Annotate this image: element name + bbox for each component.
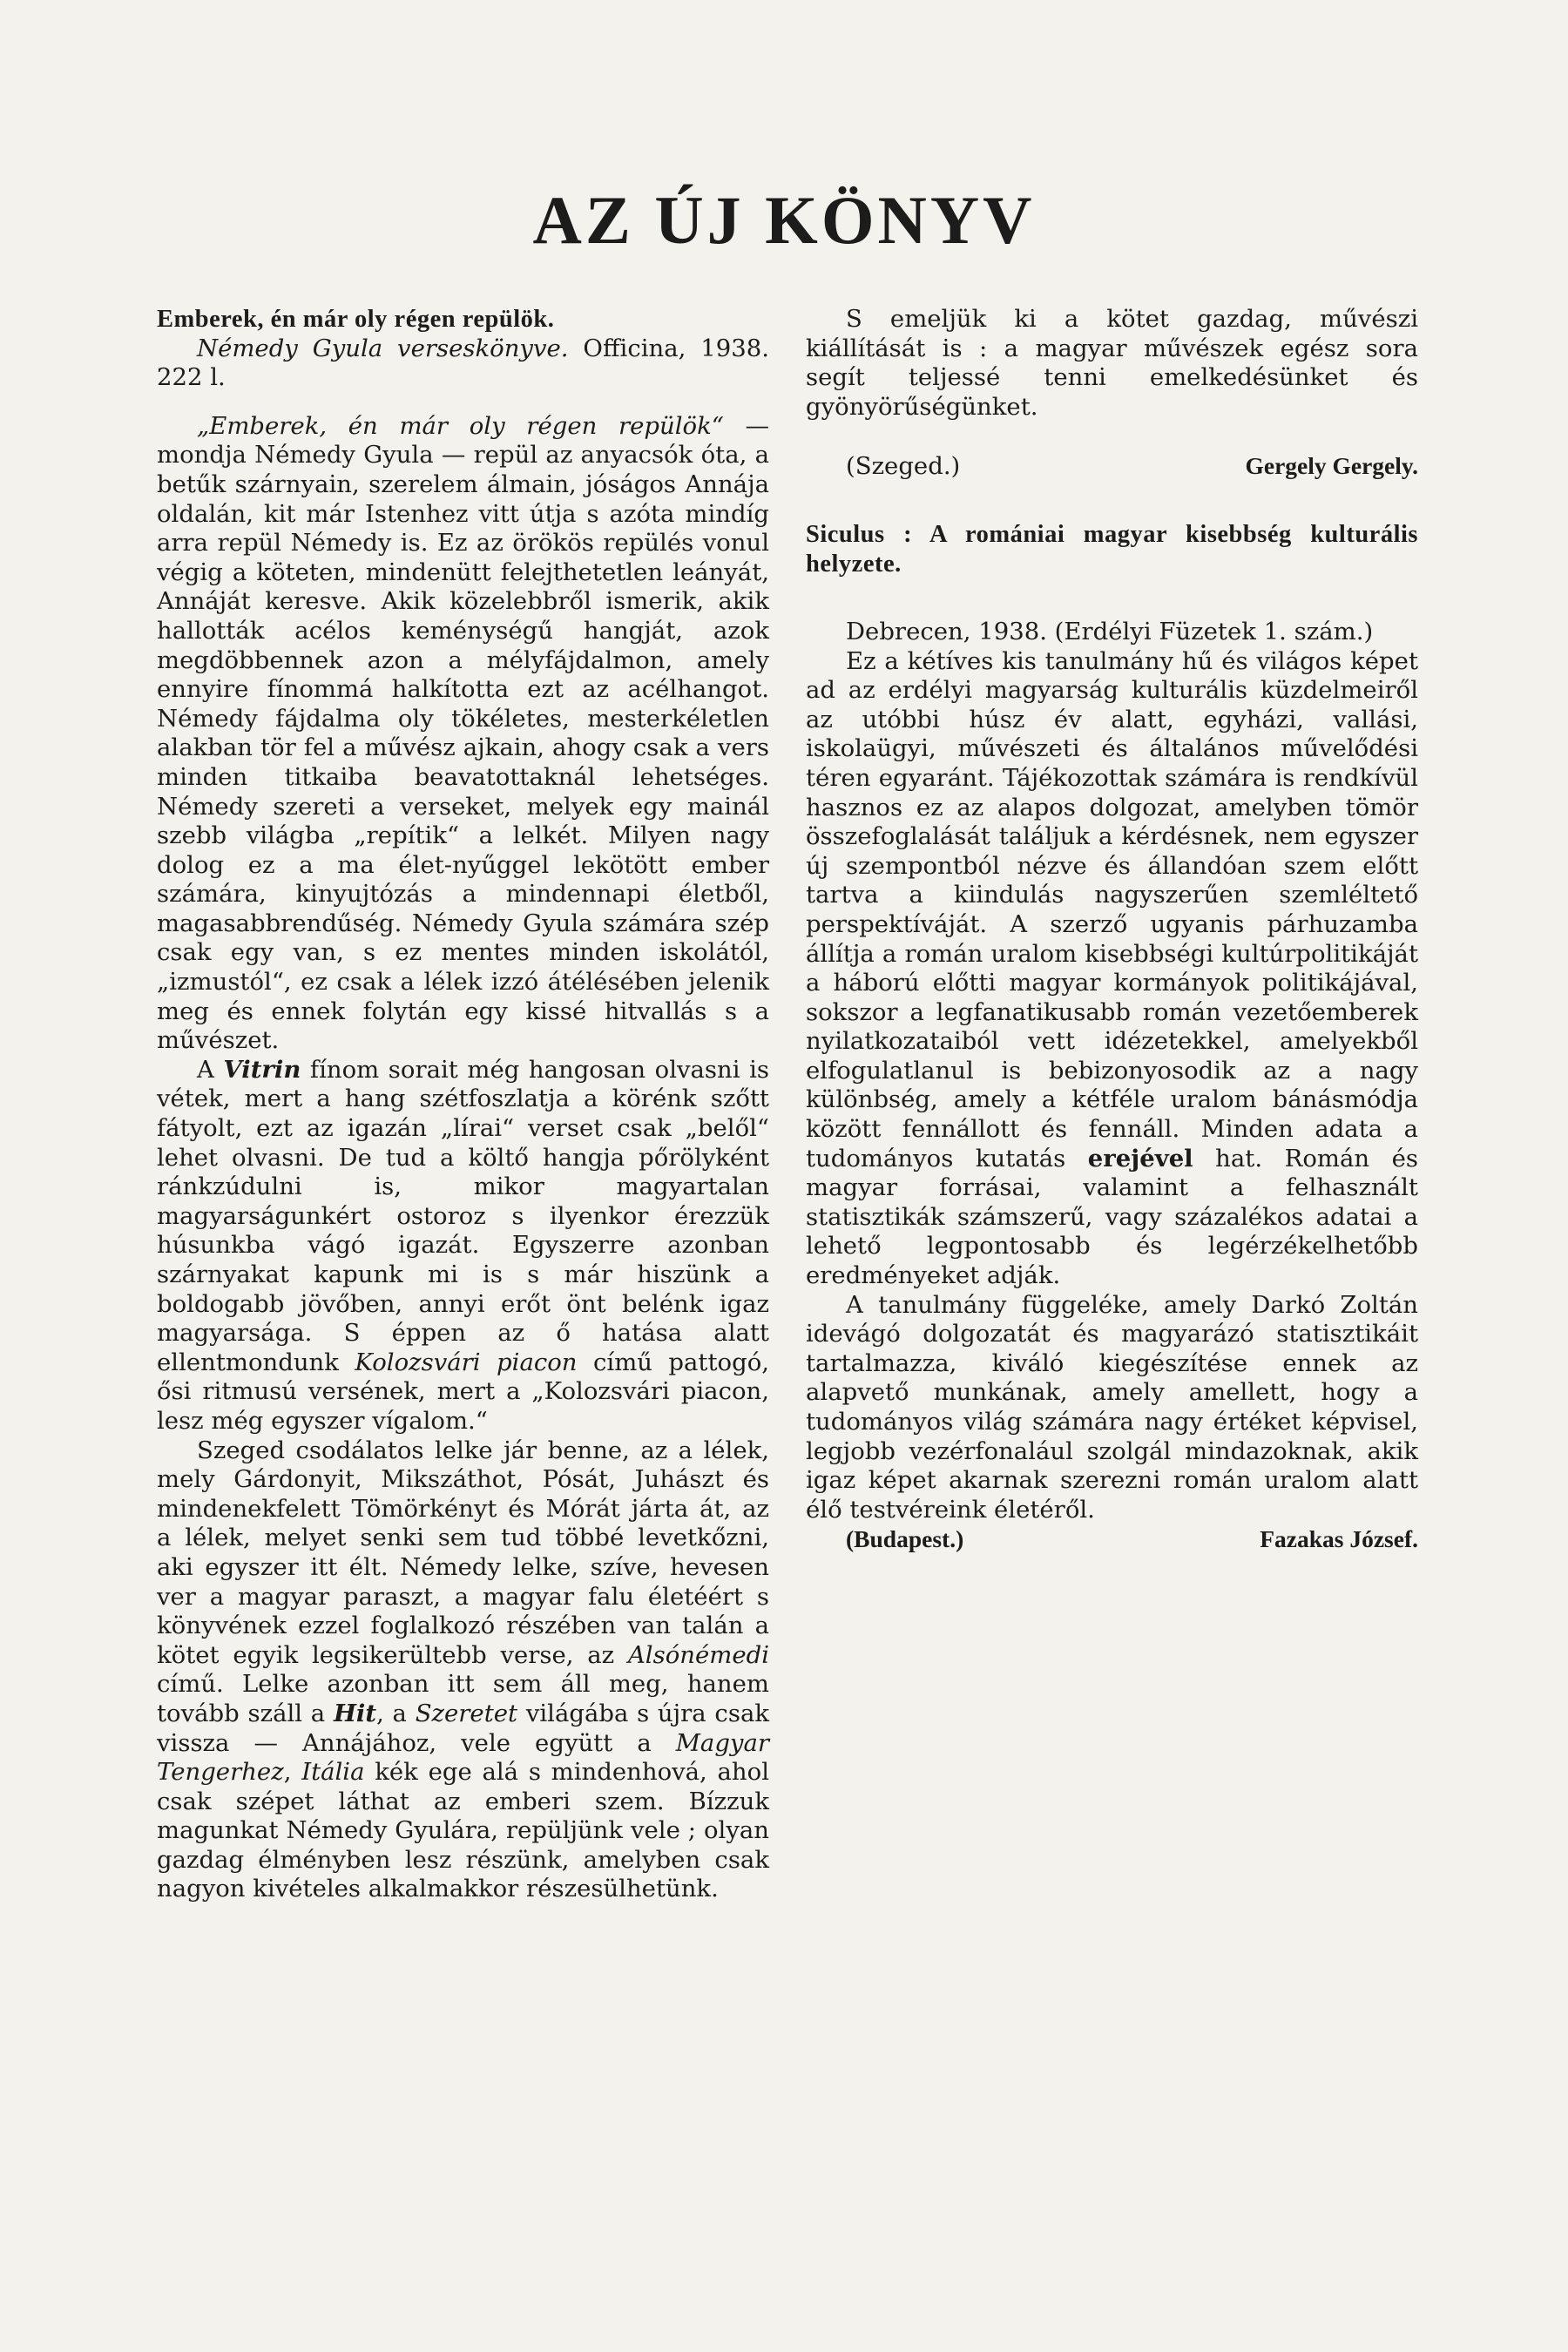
text-run: A — [197, 1055, 224, 1084]
review2-paragraph-1 — [806, 647, 1418, 1291]
review1-author: Gergely Gergely. — [1245, 452, 1418, 480]
erejevel-bold: erejével — [1087, 1144, 1193, 1173]
spacer — [806, 482, 1418, 520]
text-run: kék ege alá s mindenhová, ahol csak szépet láthat az emberi szem. Bízzuk magunkat Némedy Gyulára, repüljünk vele ; olyan gazdag élményben lesz részünk, amelyben csak nagyon kivételes alkalmakkor részesülhetünk. — [157, 1758, 769, 1903]
review1-paragraph-4: S emeljük ki a kötet gazdag, művészi kiállítását is : a magyar művészek egész sora segít teljessé tenni emelkedésünket és gyönyörűségünket. — [806, 305, 1418, 421]
szeretet-title: Szeretet — [415, 1699, 518, 1727]
spacer — [806, 579, 1418, 618]
text-run: című. Lelke azonban itt sem áll meg, hanem tovább száll a — [157, 1670, 769, 1727]
left-column — [157, 305, 769, 1904]
kolozsvari-piacon-title: Kolozsvári piacon — [355, 1348, 578, 1376]
magyar-tenger-title: Magyar Tengerhez — [157, 1728, 769, 1787]
text-run: című pattogó, ősi ritmusú versének, mert a „Kolozsvári piacon, lesz még egyszer vígalom.“ — [157, 1348, 769, 1435]
text-run: Szeged csodálatos lelke jár benne, az a lélek, mely Gárdonyit, Mikszáthot, Pósát, Juhászt és mindenekfelett Tömörkényt és Mórát járta át, az a lélek, melyet senki sem tud többé levetkőzni, aki egyszer itt élt. Némedy lelke, szíve, hevesen ver a magyar paraszt, a magyar falu életéért s könyvének ezzel foglalkozó részében van talán a kötet egyik legsikerültebb verse, az — [157, 1436, 769, 1669]
review1-source-title: Némedy Gyula verseskönyve. — [197, 334, 569, 362]
alsonemedi-title: Alsónémedi — [627, 1640, 769, 1669]
review1-quote: „Emberek, én már oly régen repülök“ — [197, 411, 724, 440]
review1-paragraph-1-text: — mondja Némedy Gyula — repül az anyacsók óta, a betűk szárnyain, szerelem álmain, jóságos Annája oldalán, kit már Istenhez vitt útja s azóta mindíg arra repül Némedy is. Ez az örökös repülés vonul végig a köteten, mindenütt felejthetetlen leányát, Annáját keresve. Akik közelebbről ismerik, akik hallották acélos keménységű hangját, azok megdöbbennek azon a mélyfájdalmon, amely ennyire fínommá halkította ezt az acélhangot. Némedy fájdalma oly tökéletes, mesterkéletlen alakban tör fel a művész ajkain, ahogy csak a vers minden titkaiba beavatottaknál lehetséges. Némedy szereti a verseket, melyek egy mainál szebb világba „repítik“ a lelkét. Milyen nagy dolog ez a ma élet-nyűggel lekötött ember számára, kinyujtózás a mindennapi életből, magasabbrendűség. Némedy Gyula számára szép csak egy van, s ez mentes minden iskolától, „izmustól“, ez csak a lélek izzó átélésében jelenik meg és ennek folytán egy kissé hitvallás s a művészet. — [157, 411, 769, 1055]
review1-paragraph-2 — [157, 1056, 769, 1436]
review1-place: (Szeged.) — [846, 452, 961, 481]
review1-signature — [806, 451, 1418, 482]
vitrin-title: Vitrin — [223, 1055, 301, 1084]
review2-place: (Budapest.) — [846, 1525, 964, 1553]
text-run: , — [283, 1758, 302, 1787]
review2-source: Debrecen, 1938. (Erdélyi Füzetek 1. szám.) — [846, 617, 1374, 645]
page-title: AZ ÚJ KÖNYV — [532, 182, 1036, 258]
text-run: Ez a kétíves kis tanulmány hű és világos képet ad az erdélyi magyarság kulturális küzdelmeiről az utóbbi húsz év alatt, egyházi, vallási, iskolaügyi, művészeti és általános művelődési téren egyaránt. Tájékozottak számára is rendkívül hasznos ez az alapos dolgozat, amelyben tömör összefoglalását találjuk a kérdésnek, nem egyszer új szempontból nézve és állandóan szem előtt tartva a kiindulás nagyszerűen szemléltető perspektíváját. A szerző ugyanis párhuzamba állítja a román uralom kisebbségi kultúrpolitikáját a háború előtti magyar kormányok politikájával, sokszor a legfanatikusabb román vezetőemberek nyilatkozataiból vett idézetekkel, amelyekből elfogulatlanul is bebizonyosodik az a nagy különbség, amely a kétféle uralom bánásmódja között fennállott és fennáll. Minden adata a tudományos kutatás — [806, 646, 1418, 1173]
review1-heading: Emberek, én már oly régen repülök. — [157, 306, 555, 333]
hit-title: Hit — [333, 1699, 377, 1727]
review1-source-details: Officina, 1938. 222 l. — [157, 334, 769, 392]
text-run: világába s újra csak vissza — Annájához, vele együtt a — [157, 1699, 770, 1757]
review2-author: Fazakas József. — [1260, 1525, 1418, 1553]
review2-heading: Siculus : A romániai magyar kisebbség kulturális helyzete. — [806, 520, 1418, 578]
review1-paragraph-1 — [157, 412, 769, 1056]
spacer — [806, 422, 1418, 451]
right-column-content — [806, 305, 1418, 1554]
review1-paragraph-3 — [157, 1436, 769, 1905]
text-run: hat. Román és magyar forrásai, valamint a felhasznált statisztikák számszerű, vagy százalékos adatai a lehető legpontosabb és legérzékelhetőbb eredményeket adják. — [806, 1144, 1418, 1290]
text-run: fínom sorait még hangosan olvasni is vétek, mert a hang szétfoszlatja a körénk szőtt fátyolt, ezt az igazán „lírai“ verset csak „belől“ lehet olvasni. De tud a költő hangja pőrölyként ránkzúdulni is, mikor magyartalan magyarságunkért ostoroz s ilyenkor érezzük húsunkba vágó igazát. Egyszerre azonban szárnyakat kapunk mi is s már hiszünk a boldogabb jövőben, annyi erőt önt belénk igaz magyarsága. S éppen az ő hatása alatt ellentmondunk — [157, 1055, 769, 1376]
review2-paragraph-2: A tanulmány függeléke, amely Darkó Zoltán idevágó dolgozatát és magyarázó statisztikáit tartalmazza, kiváló kiegészítése ennek az alapvető munkának, amely amellett, hogy a tudományos világ számára nagy értéket képvisel, legjobb vezérfonalául szolgál mindazoknak, akik igaz képet akarnak szerezni román uralom alatt élő testvéreink életéről. — [806, 1290, 1418, 1524]
text-run: , a — [376, 1699, 416, 1727]
italia-title: Itália — [301, 1758, 365, 1787]
review1-source — [157, 335, 769, 393]
review2-signature — [806, 1524, 1418, 1554]
spacer — [157, 393, 769, 412]
